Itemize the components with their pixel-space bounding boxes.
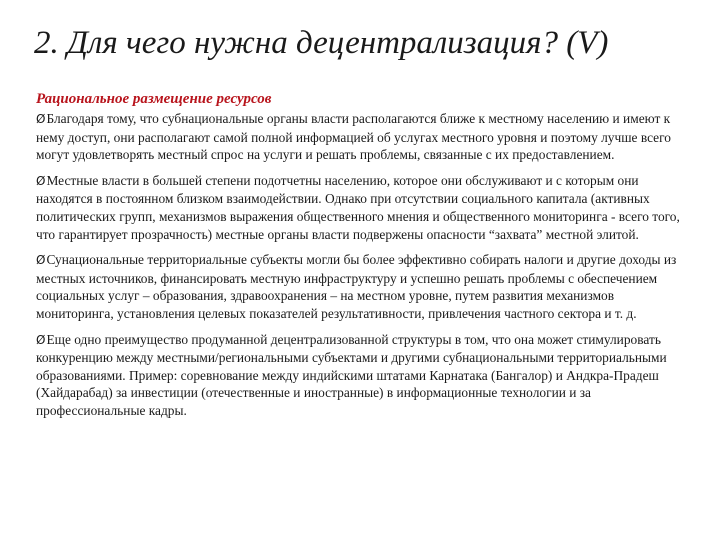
arrow-bullet-icon: Ø bbox=[36, 253, 46, 268]
section-subheading: Рациональное размещение ресурсов bbox=[36, 91, 272, 107]
bullet-item bbox=[36, 251, 688, 322]
slide-content bbox=[36, 90, 688, 428]
bullet-item bbox=[36, 172, 688, 243]
arrow-bullet-icon: Ø bbox=[36, 332, 46, 347]
bullet-text: Местные власти в большей степени подотчетны населению, которое они обслуживают и с которым они находятся в постоянном близком взаимодействии. Однако при отсутствии социального капитала (активных политических групп, механизмов выражения общественного мнения и общественного мониторинга - всего того, что гарантирует прозрачность) местные органы власти подвержены опасности “захвата” местной элитой. bbox=[36, 172, 680, 242]
bullet-item bbox=[36, 331, 688, 420]
arrow-bullet-icon: Ø bbox=[36, 173, 46, 188]
slide-title: 2. Для чего нужна децентрализация? (V) bbox=[34, 25, 609, 61]
arrow-bullet-icon: Ø bbox=[36, 112, 46, 126]
bullet-item bbox=[36, 110, 688, 164]
bullet-text: Еще одно преимущество продуманной децентрализованной структуры в том, что она может стимулировать конкуренцию между местными/региональными субъектами и другими субнациональными территориальными образованиями. Пример: соревнование между индийскими штатами Карнатака (Бангалор) и Андкра-Прадеш (Хайдарабад) за инвестиции (отечественные и иностранные) в информационные технологии и за профессиональные кадры. bbox=[36, 331, 667, 418]
bullet-text: Благодаря тому, что субнациональные органы власти располагаются ближе к местному населению и имеют к нему доступ, они располагают самой полной информацией об услугах местного уровня и поэтому лучше всего могут удовлетворять местный спрос на услуги и решать проблемы, связанные с их предоставлением. bbox=[36, 111, 671, 163]
bullet-text: Сунациональные территориальные субъекты могли бы более эффективно собирать налоги и другие доходы из местных источников, финансировать местную инфраструктуру и успешно решать проблемы с обеспечением социальных услуг – образования, здравоохранения – на местном уровне, путем развития механизмов мониторинга, установления целевых показателей результативности, привлечения частного сектора и т. д. bbox=[36, 252, 677, 321]
